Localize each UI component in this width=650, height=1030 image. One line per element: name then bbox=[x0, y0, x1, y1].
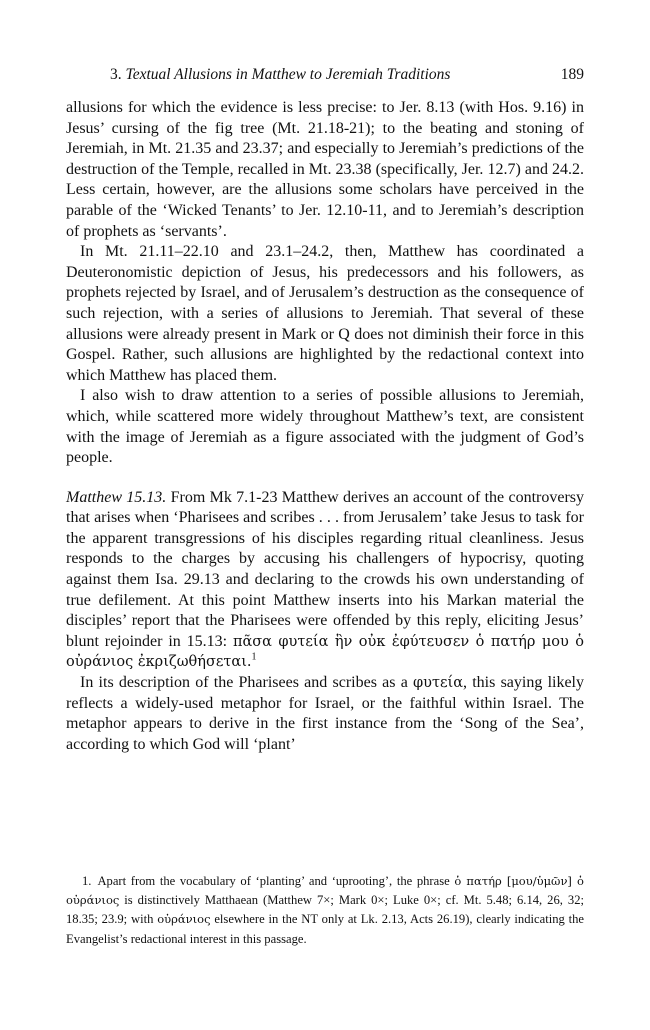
continuation-text: In its description of the Pharisees and scribes as a bbox=[80, 674, 408, 692]
book-page bbox=[66, 64, 584, 755]
section-heading: Matthew 15.13. bbox=[66, 488, 167, 506]
section-text: From Mk 7.1-23 Matthew derives an account of the controversy that arises when ‘Pharisees and scribes . . . from Jerusalem’ take Jesus to task for the apparent transgressions of his disciples regarding ritual cleanliness. Jesus responds to the charges by accusing his challengers of hypocrisy, quoting against them Isa. 29.13 and declaring to the crowds his own understanding of true defilement. At this point Matthew inserts into his Markan material the disciples’ report that the Pharisees were offended by this reply, eliciting Jesus’ blunt rejoinder in 15.13: bbox=[66, 488, 584, 650]
body-text bbox=[66, 98, 584, 755]
running-header-chapter bbox=[110, 64, 450, 86]
footnote-greek: ὁ πατήρ [μου/ὑμῶν] ὁ οὐράνιος bbox=[66, 874, 584, 908]
footnote-text: Apart from the vocabulary of ‘planting’ and ‘uprooting’, the phrase bbox=[97, 874, 450, 888]
footnote-text: elsewhere in the NT only at Lk. 2.13, Acts 26.19), clearly indicating the Evangelist’s redactional interest in this passage. bbox=[66, 912, 584, 946]
greek-quote: πᾶσα φυτεία ἣν οὐκ ἐφύτευσεν ὁ πατήρ μου ὁ οὐράνιος ἐκριζωθήσεται. bbox=[66, 633, 585, 671]
footnote bbox=[66, 872, 584, 949]
running-header bbox=[66, 64, 584, 86]
chapter-number: 3. bbox=[110, 66, 126, 83]
continuation-text-2: , this saying likely reflects a widely-used metaphor for Israel, or the faithful within Israel. The metaphor appears to derive in the first instance from the ‘Song of the Sea’, according to which God will ‘plant’ bbox=[66, 674, 585, 753]
paragraph bbox=[66, 673, 584, 755]
footnote-text: is distinctively Matthaean (Matthew 7×; Mark 0×; Luke 0×; cf. Mt. 5.48; 6.14, 26, 32; 18.35; 23.9; with bbox=[66, 893, 584, 927]
paragraph: allusions for which the evidence is less precise: to Jer. 8.13 (with Hos. 9.16) in Jesus’ cursing of the fig tree (Mt. 21.18-21); to the beating and stoning of Jeremiah, in Mt. 21.35 and 23.37; and especially to Jeremiah’s predictions of the destruction of the Temple, recalled in Mt. 23.38 (specifically, Jer. 12.7) and 24.2. Less certain, however, are the allusions some scholars have perceived in the parable of the ‘Wicked Tenants’ to Jer. 12.10-11, and to Jeremiah’s description of prophets as ‘servants’. bbox=[66, 99, 584, 240]
section-paragraph bbox=[66, 488, 584, 673]
paragraph: I also wish to draw attention to a series of possible allusions to Jeremiah, which, while scattered more widely throughout Matthew’s text, are consistent with the image of Jeremiah as a figure associated with the judgment of God’s people. bbox=[66, 387, 584, 467]
paragraph: In Mt. 21.11–22.10 and 23.1–24.2, then, Matthew has coordinated a Deuteronomistic depiction of Jesus, his predecessors and his followers, as prophets rejected by Israel, and of Jerusalem’s destruction as the consequence of such rejection, with a series of allusions to Jeremiah. That several of these allusions were already present in Mark or Q does not diminish their force in this Gospel. Rather, such allusions are highlighted by the redactional context into which Matthew has placed them. bbox=[66, 243, 584, 384]
page-number: 189 bbox=[560, 66, 584, 83]
footnote-reference[interactable]: 1 bbox=[251, 652, 257, 664]
chapter-title: Textual Allusions in Matthew to Jeremiah Traditions bbox=[125, 66, 451, 83]
footnote-greek: οὐράνιος bbox=[157, 912, 211, 927]
greek-word: φυτεία bbox=[413, 675, 464, 692]
footnote-number: 1. bbox=[82, 874, 92, 888]
